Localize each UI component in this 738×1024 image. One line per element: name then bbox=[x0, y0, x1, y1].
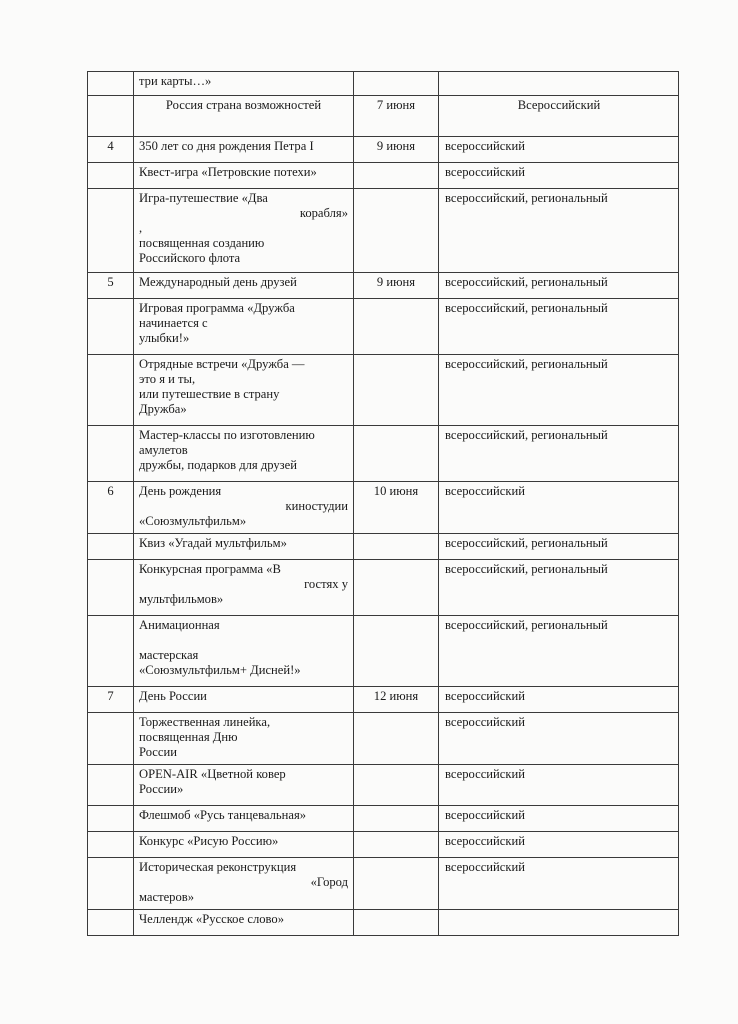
activity-line: Российского флота bbox=[139, 251, 241, 265]
date-cell bbox=[354, 163, 439, 189]
activity-cell bbox=[134, 832, 354, 858]
date-cell: 10 июня bbox=[354, 482, 439, 534]
activity-cell bbox=[134, 72, 354, 96]
row-number-cell bbox=[88, 765, 134, 806]
row-number-cell bbox=[88, 616, 134, 687]
activity-cell bbox=[134, 765, 354, 806]
date-cell bbox=[354, 713, 439, 765]
row-number-cell: 5 bbox=[88, 273, 134, 299]
row-number-cell bbox=[88, 189, 134, 273]
activity-line: Торжественная линейка, bbox=[139, 715, 271, 729]
date-cell: 9 июня bbox=[354, 137, 439, 163]
activity-cell bbox=[134, 858, 354, 910]
date-cell bbox=[354, 858, 439, 910]
activity-line: Челлендж «Русское слово» bbox=[139, 912, 285, 926]
date-cell: 9 июня bbox=[354, 273, 439, 299]
table-row bbox=[88, 910, 679, 936]
table-row bbox=[88, 765, 679, 806]
date-cell bbox=[354, 534, 439, 560]
activity-line: День России bbox=[139, 689, 207, 703]
level-cell: всероссийский bbox=[439, 482, 679, 534]
activity-cell bbox=[134, 299, 354, 355]
activity-line: Игровая программа «Дружба bbox=[139, 301, 295, 315]
level-cell: всероссийский bbox=[439, 832, 679, 858]
level-cell: всероссийский, региональный bbox=[439, 616, 679, 687]
table-row bbox=[88, 806, 679, 832]
activity-line: посвященная созданию bbox=[139, 236, 265, 250]
activity-cell bbox=[134, 189, 354, 273]
table-row bbox=[88, 832, 679, 858]
activity-line: начинается с bbox=[139, 316, 208, 330]
level-cell: всероссийский, региональный bbox=[439, 299, 679, 355]
activity-line: это я и ты, bbox=[139, 372, 196, 386]
level-cell: всероссийский bbox=[439, 137, 679, 163]
table-row bbox=[88, 163, 679, 189]
activity-line: «Союзмультфильм» bbox=[139, 514, 247, 528]
level-cell: всероссийский, региональный bbox=[439, 426, 679, 482]
date-cell bbox=[354, 355, 439, 426]
level-cell: всероссийский, региональный bbox=[439, 273, 679, 299]
activity-line: OPEN-AIR «Цветной ковер bbox=[139, 767, 286, 781]
activity-line: мастеров» bbox=[139, 890, 194, 904]
table-row bbox=[88, 482, 679, 534]
table-row bbox=[88, 534, 679, 560]
table-row bbox=[88, 560, 679, 616]
row-number-cell bbox=[88, 96, 134, 137]
date-cell bbox=[354, 832, 439, 858]
activity-line: Конкурсная программа «В bbox=[139, 562, 281, 576]
activity-cell bbox=[134, 163, 354, 189]
activity-line: 350 лет со дня рождения Петра I bbox=[139, 139, 314, 153]
activity-cell bbox=[134, 806, 354, 832]
row-number-cell bbox=[88, 713, 134, 765]
table-row bbox=[88, 713, 679, 765]
activity-line: Квиз «Угадай мультфильм» bbox=[139, 536, 287, 550]
row-number-cell bbox=[88, 806, 134, 832]
level-cell: всероссийский bbox=[439, 713, 679, 765]
activity-line: дружбы, подарков для друзей bbox=[139, 458, 297, 472]
date-cell bbox=[354, 299, 439, 355]
activity-line: Игра-путешествие «Два bbox=[139, 191, 268, 205]
activity-line: России bbox=[139, 745, 177, 759]
date-cell bbox=[354, 560, 439, 616]
level-cell: всероссийский bbox=[439, 163, 679, 189]
date-cell: 12 июня bbox=[354, 687, 439, 713]
activity-cell bbox=[134, 713, 354, 765]
activity-line: Конкурс «Рисую Россию» bbox=[139, 834, 279, 848]
activity-line: корабля» bbox=[299, 206, 348, 220]
activity-line: Квест-игра «Петровские потехи» bbox=[139, 165, 317, 179]
activity-line: мастерская bbox=[139, 648, 199, 662]
level-cell: всероссийский bbox=[439, 858, 679, 910]
row-number-cell bbox=[88, 163, 134, 189]
activity-line: , bbox=[139, 221, 143, 235]
level-cell: всероссийский, региональный bbox=[439, 534, 679, 560]
row-number-cell bbox=[88, 858, 134, 910]
activity-cell bbox=[134, 273, 354, 299]
activity-line: амулетов bbox=[139, 443, 188, 457]
activity-line: Россия страна возможностей bbox=[165, 98, 322, 112]
activity-line: Международный день друзей bbox=[139, 275, 297, 289]
activity-cell bbox=[134, 687, 354, 713]
date-cell bbox=[354, 765, 439, 806]
table-row bbox=[88, 355, 679, 426]
activity-cell bbox=[134, 910, 354, 936]
date-cell bbox=[354, 189, 439, 273]
row-number-cell bbox=[88, 910, 134, 936]
table-row bbox=[88, 426, 679, 482]
activity-cell bbox=[134, 616, 354, 687]
activity-cell bbox=[134, 96, 354, 137]
activity-line: улыбки!» bbox=[139, 331, 190, 345]
events-table-container bbox=[87, 71, 678, 936]
level-cell bbox=[439, 72, 679, 96]
row-number-cell: 4 bbox=[88, 137, 134, 163]
row-number-cell bbox=[88, 355, 134, 426]
row-number-cell bbox=[88, 534, 134, 560]
activity-line: День рождения bbox=[139, 484, 222, 498]
level-cell bbox=[439, 910, 679, 936]
activity-cell bbox=[134, 426, 354, 482]
activity-line: мультфильмов» bbox=[139, 592, 224, 606]
activity-line: Анимационная bbox=[139, 618, 220, 632]
row-number-cell: 7 bbox=[88, 687, 134, 713]
level-cell: Всероссийский bbox=[439, 96, 679, 137]
date-cell bbox=[354, 616, 439, 687]
row-number-cell bbox=[88, 426, 134, 482]
activity-cell bbox=[134, 482, 354, 534]
level-cell: всероссийский, региональный bbox=[439, 189, 679, 273]
events-table bbox=[87, 71, 679, 936]
activity-line: или путешествие в страну bbox=[139, 387, 280, 401]
activity-line: Мастер-классы по изготовлению bbox=[139, 428, 315, 442]
activity-cell bbox=[134, 534, 354, 560]
activity-line: России» bbox=[139, 782, 184, 796]
activity-line: Флешмоб «Русь танцевальная» bbox=[139, 808, 307, 822]
row-number-cell bbox=[88, 72, 134, 96]
table-row bbox=[88, 189, 679, 273]
activity-line: киностудии bbox=[285, 499, 348, 513]
table-row bbox=[88, 96, 679, 137]
activity-line: «Союзмультфильм+ Дисней!» bbox=[139, 663, 301, 677]
activity-cell bbox=[134, 560, 354, 616]
level-cell: всероссийский bbox=[439, 806, 679, 832]
row-number-cell: 6 bbox=[88, 482, 134, 534]
table-row bbox=[88, 616, 679, 687]
date-cell: 7 июня bbox=[354, 96, 439, 137]
row-number-cell bbox=[88, 299, 134, 355]
table-row bbox=[88, 299, 679, 355]
table-row bbox=[88, 72, 679, 96]
date-cell bbox=[354, 72, 439, 96]
table-row bbox=[88, 858, 679, 910]
activity-line: «Город bbox=[310, 875, 348, 889]
activity-line: три карты…» bbox=[139, 74, 212, 88]
table-row bbox=[88, 273, 679, 299]
row-number-cell bbox=[88, 560, 134, 616]
row-number-cell bbox=[88, 832, 134, 858]
activity-cell bbox=[134, 137, 354, 163]
table-row bbox=[88, 687, 679, 713]
level-cell: всероссийский bbox=[439, 687, 679, 713]
level-cell: всероссийский, региональный bbox=[439, 560, 679, 616]
activity-line: гостях у bbox=[304, 577, 348, 591]
activity-cell bbox=[134, 355, 354, 426]
activity-line: Историческая реконструкция bbox=[139, 860, 297, 874]
date-cell bbox=[354, 426, 439, 482]
level-cell: всероссийский, региональный bbox=[439, 355, 679, 426]
activity-line bbox=[139, 633, 348, 648]
table-row bbox=[88, 137, 679, 163]
date-cell bbox=[354, 806, 439, 832]
date-cell bbox=[354, 910, 439, 936]
level-cell: всероссийский bbox=[439, 765, 679, 806]
activity-line: Отрядные встречи «Дружба — bbox=[139, 357, 305, 371]
activity-line: посвященная Дню bbox=[139, 730, 238, 744]
activity-line: Дружба» bbox=[139, 402, 187, 416]
